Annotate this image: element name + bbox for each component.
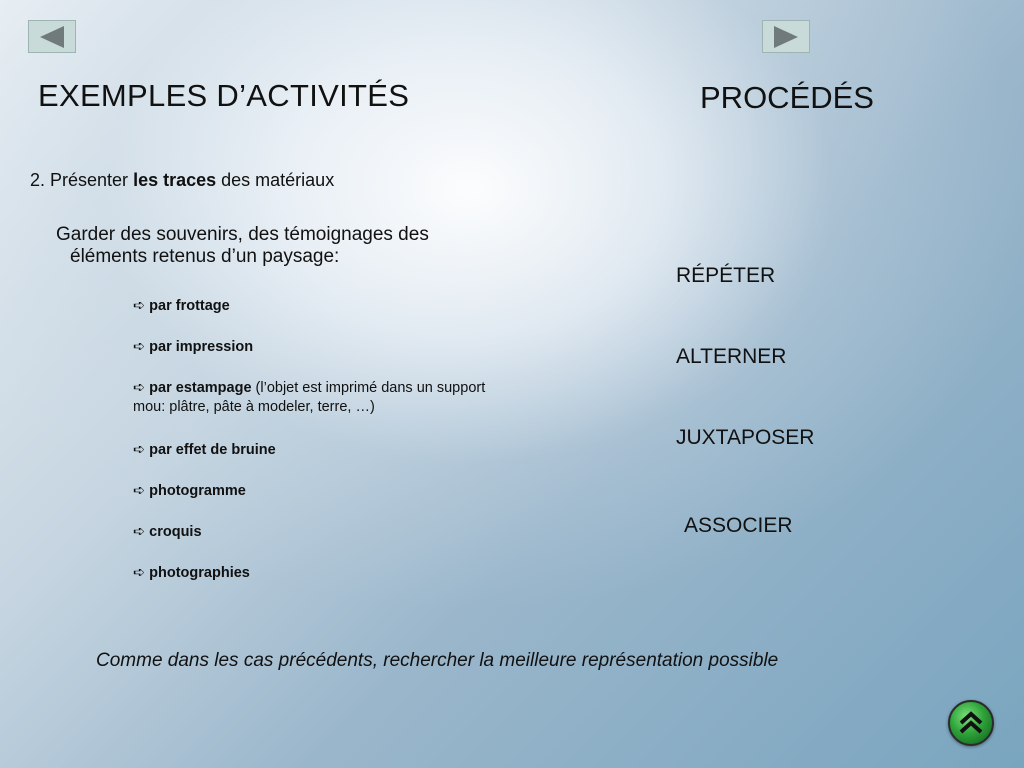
double-chevron-up-icon (956, 708, 986, 738)
next-slide-button[interactable] (762, 20, 810, 53)
item-label: par frottage (149, 298, 230, 314)
list-item (133, 442, 276, 458)
item-label: photogramme (149, 483, 246, 499)
description-line-2: éléments retenus d’un paysage: (70, 246, 340, 267)
description-line-1: Garder des souvenirs, des témoignages des (56, 224, 429, 245)
intro-bold: les traces (133, 170, 217, 190)
list-item (133, 298, 230, 314)
arrow-icon: ➪ (133, 380, 146, 396)
arrow-icon: ➪ (133, 298, 146, 314)
list-item (133, 524, 202, 540)
procede-associer: ASSOCIER (684, 514, 793, 537)
procede-repeter: RÉPÉTER (676, 264, 776, 287)
previous-slide-button[interactable] (28, 20, 76, 53)
arrow-icon: ➪ (133, 339, 146, 355)
footer-note: Comme dans les cas précédents, rechercher la meilleure représentation possible (96, 650, 779, 671)
intro-suffix: des matériaux (216, 170, 335, 190)
item-label: croquis (149, 524, 202, 540)
intro-line (30, 170, 334, 191)
procede-alterner: ALTERNER (676, 345, 787, 368)
triangle-left-icon (40, 26, 64, 48)
item-label: par estampage (149, 380, 252, 396)
intro-prefix: 2. Présenter (30, 170, 134, 190)
item-label: photographies (149, 565, 250, 581)
list-item (133, 339, 253, 355)
item-extra: (l’objet est imprimé dans un support (251, 380, 486, 396)
description-paragraph (56, 224, 526, 268)
arrow-icon: ➪ (133, 565, 146, 581)
arrow-icon: ➪ (133, 524, 146, 540)
item-extra-line2: mou: plâtre, pâte à modeler, terre, …) (133, 399, 375, 415)
arrow-icon: ➪ (133, 442, 146, 458)
list-item (133, 483, 246, 499)
procede-juxtaposer: JUXTAPOSER (676, 426, 815, 449)
triangle-right-icon (774, 26, 798, 48)
item-label: par impression (149, 339, 254, 355)
item-label: par effet de bruine (149, 442, 276, 458)
list-item (133, 380, 485, 415)
list-item (133, 565, 250, 581)
activities-title: EXEMPLES D’ACTIVITÉS (38, 78, 410, 113)
home-button[interactable] (948, 700, 994, 746)
procedes-title: PROCÉDÉS (700, 80, 874, 115)
arrow-icon: ➪ (133, 483, 146, 499)
